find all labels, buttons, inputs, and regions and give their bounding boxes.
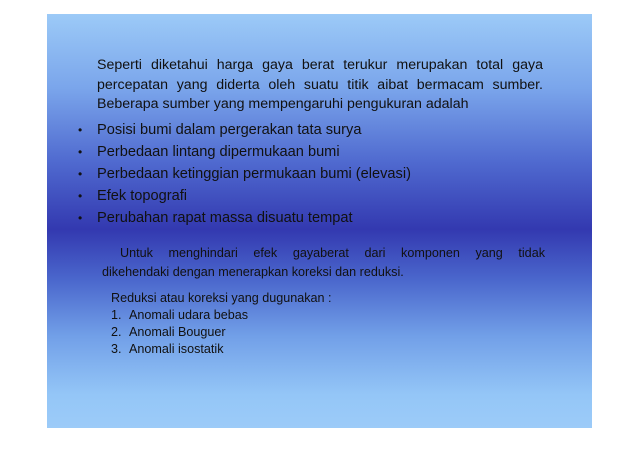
list-item-text: Perubahan rapat massa disuatu tempat — [97, 210, 353, 226]
bullet-icon: • — [78, 189, 83, 203]
list-item — [78, 163, 411, 185]
intro-line: Seperti diketahui harga gaya berat terukur merupakan total gaya — [97, 57, 543, 73]
list-item — [78, 119, 411, 141]
correction-note — [102, 244, 545, 282]
reduction-list — [111, 307, 332, 358]
intro-paragraph — [97, 56, 543, 115]
reduction-heading: Reduksi atau koreksi yang dugunakan : — [111, 291, 332, 305]
item-number: 2. — [111, 325, 122, 339]
list-item — [111, 341, 332, 358]
note-line: Untuk menghindari efek gayaberat dari komponen yang tidak — [120, 246, 545, 260]
list-item — [78, 141, 411, 163]
bullet-icon: • — [78, 145, 83, 159]
bullet-icon: • — [78, 123, 83, 137]
slide-panel — [47, 14, 592, 428]
list-item-text: Efek topografi — [97, 188, 188, 204]
list-item-text: Posisi bumi dalam pergerakan tata surya — [97, 122, 362, 138]
bullet-icon: • — [78, 167, 83, 181]
item-number: 3. — [111, 342, 122, 356]
bullet-icon: • — [78, 211, 83, 225]
intro-line: Beberapa sumber yang mempengaruhi pengukuran adalah — [97, 96, 469, 112]
list-item — [111, 307, 332, 324]
list-item-text: Perbedaan lintang dipermukaan bumi — [97, 144, 340, 160]
list-item — [78, 185, 411, 207]
list-item — [78, 207, 411, 229]
intro-line: percepatan yang diderta oleh suatu titik aibat bermacam sumber. — [97, 76, 543, 93]
list-item — [111, 324, 332, 341]
source-list — [78, 119, 411, 229]
item-number: 1. — [111, 308, 122, 322]
reduction-section — [111, 290, 332, 358]
list-item-text: Perbedaan ketinggian permukaan bumi (elevasi) — [97, 166, 411, 182]
list-item-text: Anomali Bouguer — [129, 325, 226, 339]
list-item-text: Anomali udara bebas — [129, 308, 249, 322]
list-item-text: Anomali isostatik — [129, 342, 224, 356]
note-line: dikehendaki dengan menerapkan koreksi dan reduksi. — [102, 265, 404, 279]
